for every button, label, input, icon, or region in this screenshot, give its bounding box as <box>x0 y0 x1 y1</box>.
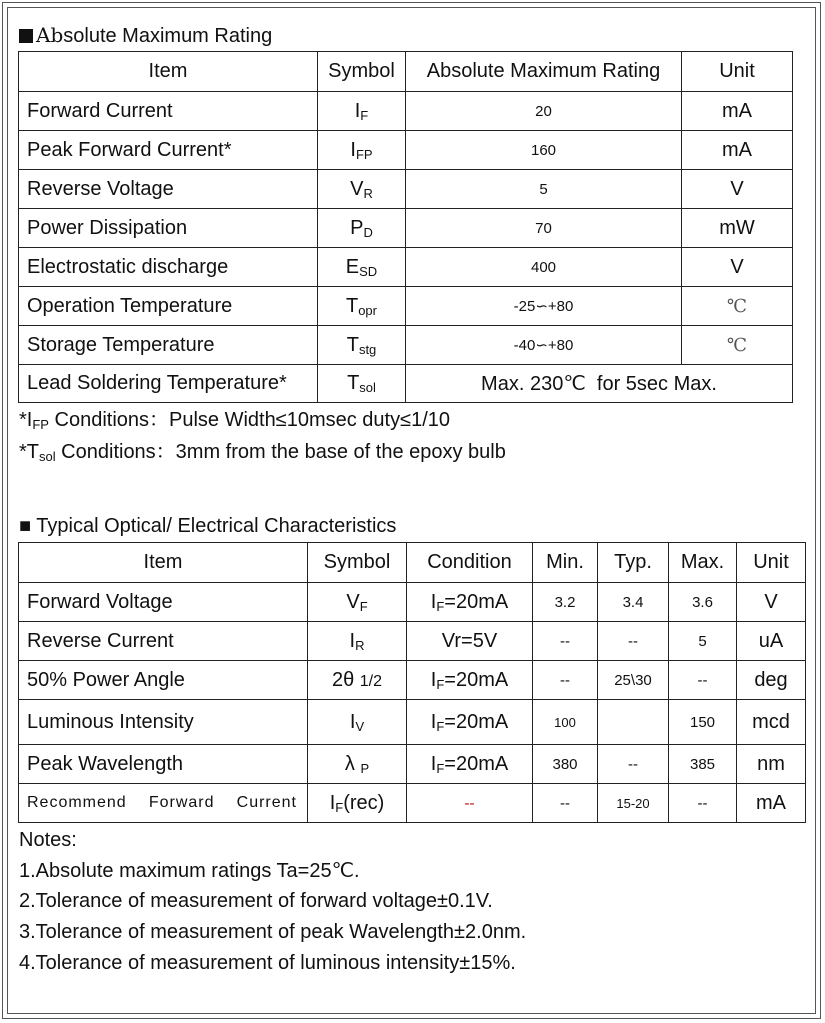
opt-unit-cell: mcd <box>737 700 806 745</box>
opt-header-min: Min. <box>533 543 598 583</box>
abs-item-cell: Reverse Voltage <box>19 170 318 209</box>
opt-symbol-cell: 2θ 1/2 <box>308 661 407 700</box>
abs-max-table <box>18 51 793 403</box>
abs-value-cell: 20 <box>406 92 682 131</box>
abs-unit-cell: V <box>682 248 793 287</box>
table-row <box>19 248 793 287</box>
abs-value-merged-cell: Max. 230℃ for 5sec Max. <box>406 365 793 403</box>
opt-condition-cell: $I_F=20mA$ <box>407 583 533 622</box>
opt-header-typ: Typ. <box>598 543 669 583</box>
opt-max-cell: 5 <box>669 622 737 661</box>
abs-unit-cell: mA <box>682 131 793 170</box>
opt-unit-cell: deg <box>737 661 806 700</box>
abs-symbol-cell: $T_{sol}$ <box>318 365 406 403</box>
abs-item-cell: Forward Current <box>19 92 318 131</box>
table-row <box>19 661 806 700</box>
opt-condition-cell: $I_F=20mA$ <box>407 661 533 700</box>
note-item: 3.Tolerance of measurement of peak Wavelength±2.0nm. <box>19 921 527 943</box>
opt-header-max: Max. <box>669 543 737 583</box>
opt-item-cell: Recommend Forward Current <box>19 784 308 823</box>
square-bullet-icon <box>19 29 33 43</box>
table-row <box>19 326 793 365</box>
abs-item-cell: Electrostatic discharge <box>19 248 318 287</box>
opt-condition-cell: -- <box>407 784 533 823</box>
opt-max-cell: -- <box>669 784 737 823</box>
opt-typ-cell: 25\30 <box>598 661 669 700</box>
abs-value-cell: 400 <box>406 248 682 287</box>
table-row <box>19 700 806 745</box>
opt-typ-cell: 3.4 <box>598 583 669 622</box>
opt-header-item: Item <box>19 543 308 583</box>
abs-header-rating: Absolute Maximum Rating <box>406 52 682 92</box>
abs-symbol-cell: $I_{FP}$ <box>318 131 406 170</box>
opt-header-symbol: Symbol <box>308 543 407 583</box>
opt-max-cell: 385 <box>669 745 737 784</box>
opt-min-cell: -- <box>533 661 598 700</box>
abs-value-cell: -40∽+80 <box>406 326 682 365</box>
opt-symbol-cell: $V_F$ <box>308 583 407 622</box>
abs-item-cell: Lead Soldering Temperature* <box>19 365 318 403</box>
opt-symbol-cell: $I_V$ <box>308 700 407 745</box>
opt-unit-cell: mA <box>737 784 806 823</box>
opt-item-cell: Luminous Intensity <box>19 700 308 745</box>
abs-unit-cell: ℃ <box>682 326 793 365</box>
note-item: 2.Tolerance of measurement of forward voltage±0.1V. <box>19 890 493 912</box>
abs-unit-cell: mW <box>682 209 793 248</box>
abs-unit-cell: mA <box>682 92 793 131</box>
opt-item-cell: Peak Wavelength <box>19 745 308 784</box>
abs-header-symbol: Symbol <box>318 52 406 92</box>
abs-symbol-cell: $I_F$ <box>318 92 406 131</box>
abs-unit-cell: ℃ <box>682 287 793 326</box>
opt-condition-cell: $I_F=20mA$ <box>407 745 533 784</box>
footnote-tsol: $*T_{sol}$ Conditions：3mm from the base of the epoxy bulb <box>19 441 506 464</box>
opt-typ-cell: 15-20 <box>598 784 669 823</box>
opt-max-cell: 150 <box>669 700 737 745</box>
table-row <box>19 365 793 403</box>
opt-header-condition: Condition <box>407 543 533 583</box>
opt-symbol-cell: λ $_P$ <box>308 745 407 784</box>
opt-typ-cell: -- <box>598 622 669 661</box>
opt-min-cell: -- <box>533 784 598 823</box>
abs-symbol-cell: $T_{stg}$ <box>318 326 406 365</box>
abs-header-item: Item <box>19 52 318 92</box>
abs-symbol-cell: $T_{opr}$ <box>318 287 406 326</box>
opt-max-cell: 3.6 <box>669 583 737 622</box>
abs-header-unit: Unit <box>682 52 793 92</box>
abs-title-ab: Ab <box>36 23 64 47</box>
opt-typ-cell <box>598 700 669 745</box>
note-item: 1.Absolute maximum ratings Ta=25℃. <box>19 860 360 882</box>
abs-item-cell: Operation Temperature <box>19 287 318 326</box>
notes-title: Notes: <box>19 829 77 851</box>
opt-section-title: ■ Typical Optical/ Electrical Characteristics <box>19 515 397 537</box>
opt-min-cell: 380 <box>533 745 598 784</box>
opt-unit-cell: uA <box>737 622 806 661</box>
abs-value-cell: 160 <box>406 131 682 170</box>
opt-min-cell: 100 <box>533 700 598 745</box>
abs-item-cell: Power Dissipation <box>19 209 318 248</box>
opt-unit-cell: V <box>737 583 806 622</box>
abs-unit-cell: V <box>682 170 793 209</box>
abs-item-cell: Peak Forward Current* <box>19 131 318 170</box>
opt-char-table <box>18 542 806 823</box>
opt-item-cell: Reverse Current <box>19 622 308 661</box>
opt-header-row <box>19 543 806 583</box>
opt-condition-cell: $I_F=20mA$ <box>407 700 533 745</box>
table-row <box>19 92 793 131</box>
opt-item-cell: 50% Power Angle <box>19 661 308 700</box>
abs-item-cell: Storage Temperature <box>19 326 318 365</box>
footnote-ifp: $*I_{FP}$ Conditions：Pulse Width≤10msec duty≤1/10 <box>19 409 451 432</box>
abs-value-cell: 70 <box>406 209 682 248</box>
abs-header-row <box>19 52 793 92</box>
abs-symbol-cell: $E_{SD}$ <box>318 248 406 287</box>
opt-max-cell: -- <box>669 661 737 700</box>
opt-symbol-cell: $I_R$ <box>308 622 407 661</box>
table-row <box>19 209 793 248</box>
abs-symbol-cell: $P_D$ <box>318 209 406 248</box>
opt-min-cell: 3.2 <box>533 583 598 622</box>
abs-value-cell: 5 <box>406 170 682 209</box>
opt-condition-cell: Vr=5V <box>407 622 533 661</box>
table-row <box>19 131 793 170</box>
opt-unit-cell: nm <box>737 745 806 784</box>
table-row <box>19 583 806 622</box>
opt-typ-cell: -- <box>598 745 669 784</box>
abs-symbol-cell: $V_R$ <box>318 170 406 209</box>
abs-section-title <box>19 23 272 48</box>
table-row <box>19 622 806 661</box>
abs-title-rest: solute Maximum Rating <box>63 25 273 47</box>
table-row <box>19 745 806 784</box>
note-item: 4.Tolerance of measurement of luminous intensity±15%. <box>19 952 516 974</box>
opt-symbol-cell: $I_F(rec)$ <box>308 784 407 823</box>
opt-item-cell: Forward Voltage <box>19 583 308 622</box>
opt-min-cell: -- <box>533 622 598 661</box>
opt-header-unit: Unit <box>737 543 806 583</box>
table-row <box>19 170 793 209</box>
abs-value-cell: -25∽+80 <box>406 287 682 326</box>
table-row <box>19 784 806 823</box>
table-row <box>19 287 793 326</box>
